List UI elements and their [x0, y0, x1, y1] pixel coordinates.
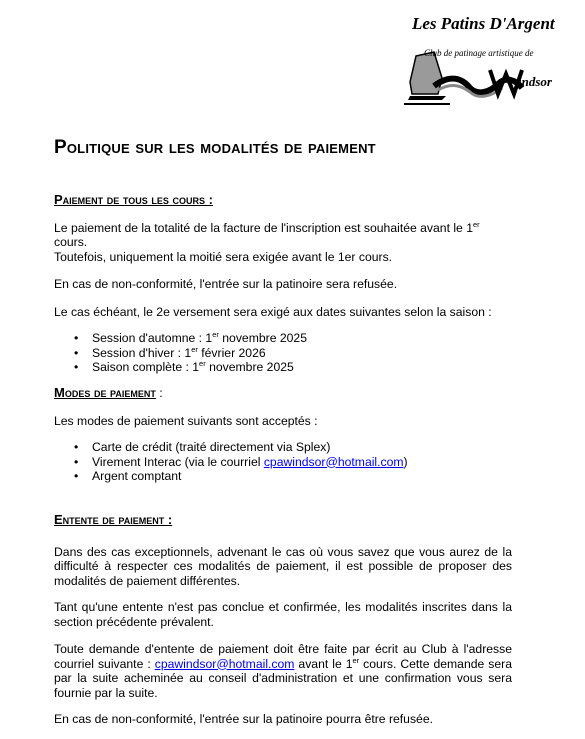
section-heading: Modes de paiement	[54, 385, 156, 400]
logo-city: indsor	[518, 74, 552, 89]
heading-suffix: :	[155, 386, 163, 400]
paragraph: En cas de non-conformité, l'entrée sur la patinoire sera refusée.	[54, 277, 398, 291]
text: )	[403, 454, 408, 469]
text: Virement Interac (via le courriel	[92, 454, 264, 469]
list-item	[92, 331, 512, 346]
text: cours. Cette demande sera par la suite acheminée au conseil d'administration et une confirmation vous sera fournie par la suite.	[54, 656, 512, 700]
text: Le paiement de la totalité de la facture de l'inscription est souhaitée avant le 1	[54, 220, 473, 235]
list-item: • Argent comptant	[92, 469, 512, 484]
section-payment-all-courses	[54, 193, 512, 375]
paragraph: Tant qu'une entente n'est pas conclue et confirmée, les modalités inscrites dans la section précédente prévalent.	[54, 600, 512, 629]
paragraph: Dans des cas exceptionnels, advenant le cas où vous savez que vous aurez de la difficulté à respecter ces modalités de paiement, il est possible de proposer des modalités de paiement différentes.	[54, 544, 512, 588]
payment-methods-list	[54, 440, 512, 484]
list-item	[92, 346, 512, 361]
superscript: er	[352, 655, 360, 665]
superscript: er	[212, 330, 219, 339]
section-heading: Entente de paiement :	[54, 512, 173, 527]
superscript: er	[199, 359, 206, 368]
section-payment-methods	[54, 386, 512, 484]
logo-subtitle: Club de patinage artistique de	[424, 48, 534, 58]
text: Toute demande d'entente de paiement doit être faite par écrit au Club à l'adresse courriel suivante :	[54, 642, 512, 671]
page-title: Politique sur les modalités de paiement	[54, 137, 376, 158]
list-item	[92, 360, 512, 375]
list-item: • Carte de crédit (traité directement via Splex)	[92, 440, 512, 455]
paragraph	[54, 642, 512, 700]
superscript: er	[473, 219, 480, 229]
text: novembre 2025	[218, 331, 307, 345]
club-logo	[398, 12, 573, 112]
email-link[interactable]: cpawindsor@hotmail.com	[263, 454, 404, 469]
paragraph: Le cas échéant, le 2e versement sera exigé aux dates suivantes selon la saison :	[54, 304, 492, 319]
section-heading: Paiement de tous les cours :	[54, 192, 213, 207]
text: Session d'automne : 1	[92, 331, 213, 345]
text: cours.	[54, 235, 88, 249]
paragraph	[54, 221, 512, 265]
section-payment-agreement	[54, 513, 512, 727]
text: Session d'hiver : 1	[92, 345, 192, 360]
email-link[interactable]: cpawindsor@hotmail.com	[154, 656, 295, 671]
paragraph: En cas de non-conformité, l'entrée sur la patinoire pourra être refusée.	[54, 712, 433, 726]
list-item	[92, 455, 512, 470]
text: avant le 1	[294, 656, 353, 671]
superscript: er	[191, 344, 198, 354]
paragraph: Les modes de paiement suivants sont acceptés :	[54, 413, 318, 428]
text: février 2026	[197, 345, 266, 360]
logo-title: Les Patins D'Argent	[412, 14, 555, 33]
text: Toutefois, uniquement la moitié sera exigée avant le 1er cours.	[54, 249, 393, 264]
section-heading-row	[54, 386, 512, 401]
session-list	[54, 331, 512, 375]
text: novembre 2025	[205, 360, 294, 374]
text: Saison complète : 1	[92, 360, 200, 374]
